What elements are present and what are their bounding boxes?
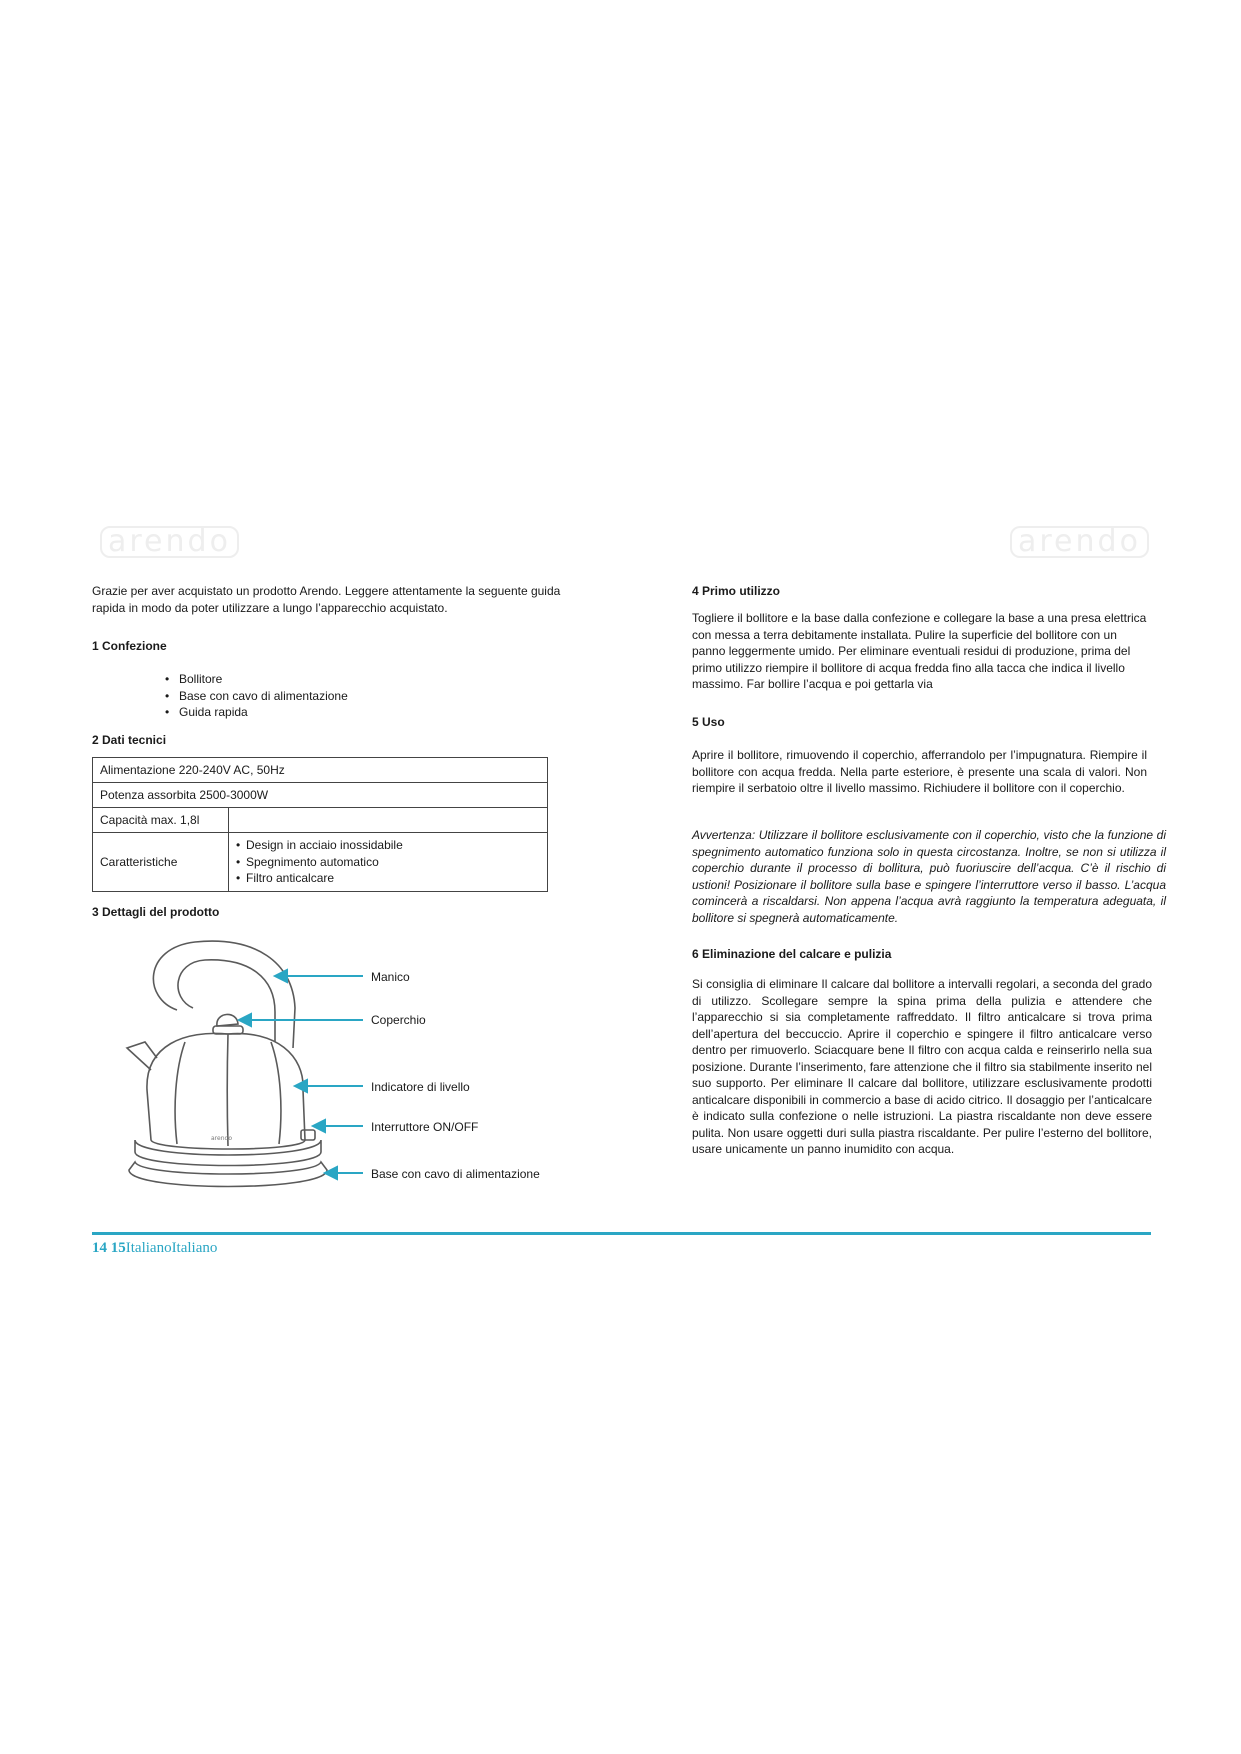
list-item: • Spegnimento automatico (236, 854, 540, 871)
kettle-body (147, 1033, 305, 1149)
section-2-title: 2 Dati tecnici (92, 733, 167, 747)
tech-spec-table (92, 757, 548, 892)
list-item: • Design in acciaio inossidabile (236, 837, 540, 854)
arendo-logo-right: arendo (1010, 526, 1149, 558)
kettle-rib (175, 1042, 185, 1144)
list-item: • Base con cavo di alimentazione (165, 688, 348, 705)
kettle-handle-inner (178, 960, 275, 1042)
table-row (93, 833, 548, 892)
section-6-text: Si consiglia di eliminare Il calcare dal bollitore a intervalli regolari, a seconda del grado di utilizzo. Scollegare sempre la spina prima della pulizia e attendere che l’apparecchio si sia completamente raffreddato. Il filtro anticalcare si trova prima dell’apertura del beccuccio. Aprire il coperchio e spingere il filtro anticalcare verso dentro per rimuoverlo. Sciacquare bene Il filtro con acqua calda e reinserirlo nella sua posizione. Durante l’inserimento, fare attenzione che il filtro sia stabilmente inserito nel suo supporto. Per eliminare Il calcare dal bollitore, utilizzare esclusivamente prodotti anticalcare disponibili in commercio a base di acido citrico. Il dosaggio per l’anticalcare è indicato sulla confezione o nelle istruzioni. La piastra riscaldante non deve essere pulita. Non usare oggetti duri sulla piastra riscaldante. Per pulire l’esterno del bollitore, usare unicamente un panno inumidito con acqua. (692, 977, 1152, 1156)
table-row (93, 808, 548, 833)
kettle-rib (271, 1042, 281, 1144)
arrow-head (275, 970, 287, 982)
table-row (93, 783, 548, 808)
arrow-head (295, 1080, 307, 1092)
section-6-title: 6 Eliminazione del calcare e pulizia (692, 947, 892, 961)
package-contents-list (165, 671, 348, 721)
list-item: • Bollitore (165, 671, 348, 688)
label-level-indicator: Indicatore di livello (371, 1080, 470, 1094)
label-base: Base con cavo di alimentazione (371, 1167, 540, 1181)
table-cell: Caratteristiche (93, 833, 229, 892)
arrow-head (239, 1014, 251, 1026)
label-lid: Coperchio (371, 1013, 426, 1027)
section-1-title: 1 Confezione (92, 639, 167, 653)
table-cell (229, 808, 548, 833)
list-item: • Guida rapida (165, 704, 348, 721)
list-item: • Filtro anticalcare (236, 870, 540, 887)
footer-divider (92, 1232, 1151, 1235)
arendo-logo-left: arendo (100, 526, 239, 558)
kettle-switch (301, 1130, 315, 1140)
section-3-title: 3 Dettagli del prodotto (92, 905, 220, 919)
kettle-lid-knob (217, 1014, 238, 1026)
intro-paragraph: Grazie per aver acquistato un prodotto Arendo. Leggere attentamente la seguente guida rapida in modo da poter utilizzare a lungo l’apparecchio acquistato. (92, 584, 561, 615)
section-5-title: 5 Uso (692, 715, 725, 729)
table-cell: Potenza assorbita 2500-3000W (93, 783, 548, 808)
footer-language: ItalianoItaliano (125, 1240, 218, 1256)
section-5-warning: Avvertenza: Utilizzare il bollitore esclusivamente con il coperchio, visto che la funzione di spegnimento automatico funziona solo in questa circostanza. Inoltre, se non si utilizza il coperchio durante il processo di bollitura, può fuoriuscire dell’acqua. C’è il rischio di ustioni! Posizionare il bollitore sulla base e spingere l’interruttore verso il basso. L’acqua comincerà a riscaldarsi. Non appena l’acqua avrà raggiunto la temperatura adeguata, il bollitore si spegnerà automaticamente. (692, 828, 1166, 925)
page-numbers: 14 15 (92, 1240, 126, 1256)
section-5-text: Aprire il bollitore, rimuovendo il coperchio, afferrandolo per l’impugnatura. Riempire il bollitore con acqua fredda. Nella parte esteriore, è presente una scala di valori. Non riempire il serbatoio oltre il livello massimo. Richiudere il bollitore con il coperchio. (692, 748, 1147, 795)
page-footer (92, 1240, 217, 1257)
table-cell: Alimentazione 220-240V AC, 50Hz (93, 758, 548, 783)
label-switch: Interruttore ON/OFF (371, 1120, 479, 1134)
kettle-rib (227, 1034, 228, 1146)
label-handle: Manico (371, 970, 410, 984)
table-row (93, 758, 548, 783)
table-cell (229, 833, 548, 892)
table-cell: Capacità max. 1,8l (93, 808, 229, 833)
kettle-brand-label: arendo (211, 1135, 232, 1142)
kettle-handle-shape (153, 941, 295, 1048)
kettle-spout (127, 1042, 157, 1070)
section-4-text: Togliere il bollitore e la base dalla confezione e collegare la base a una presa elettrica con messa a terra debitamente installata. Pulire la superficie del bollitore con un panno leggermente umido. Per eliminare eventuali residui di produzione, prima del primo utilizzo riempire il bollitore di acqua fredda fino alla tacca che indica il livello massimo. Far bollire l’acqua e poi gettarla via (692, 611, 1147, 691)
section-4-title: 4 Primo utilizzo (692, 584, 781, 598)
